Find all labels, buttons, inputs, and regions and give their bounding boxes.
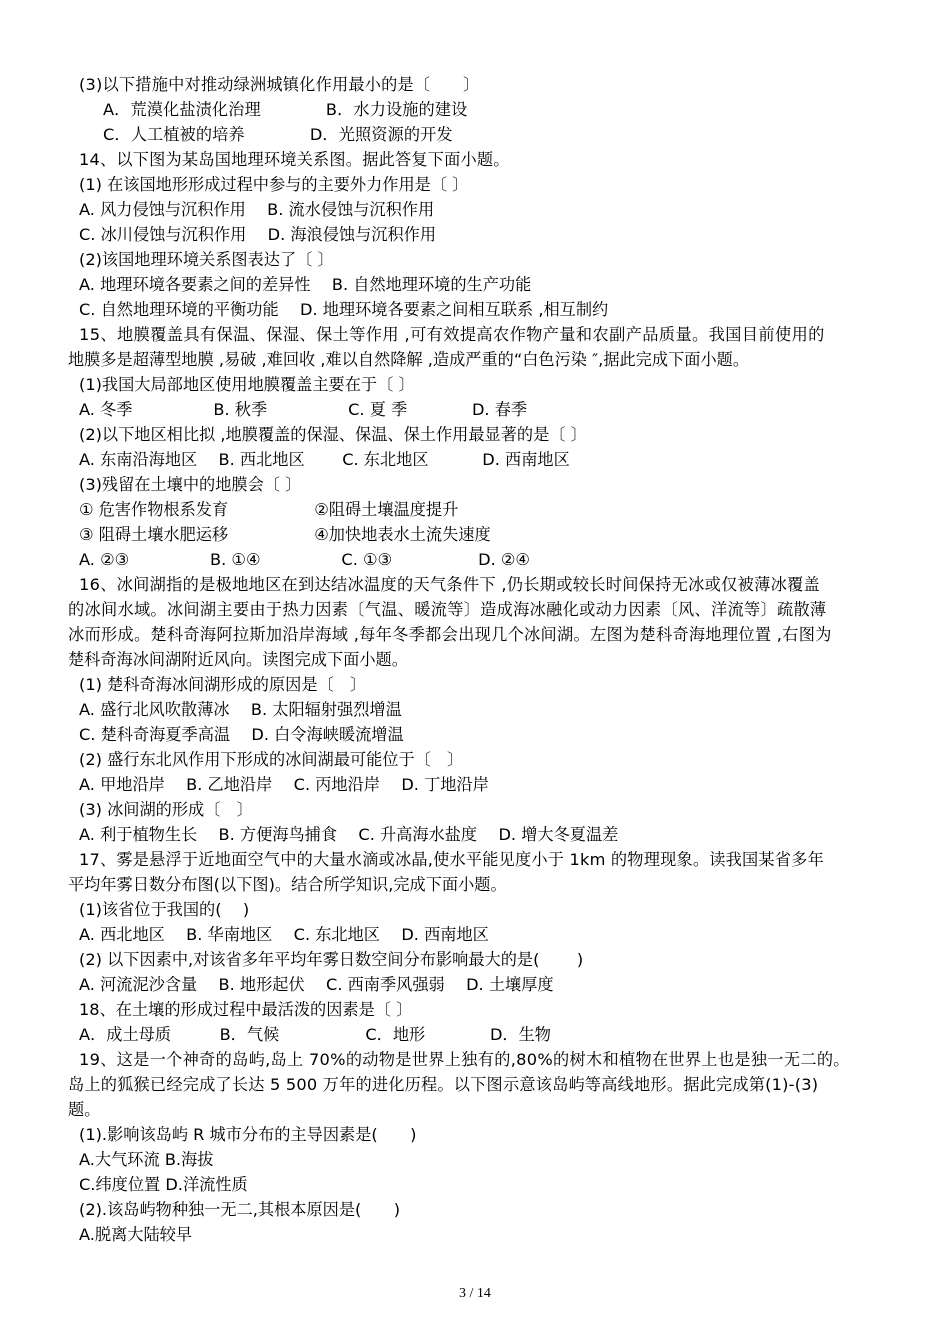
q16-1-question: (1) 楚科奇海冰间湖形成的原因是〔 〕	[79, 675, 367, 694]
q14-1-options-cd: C. 冰川侵蚀与沉积作用 D. 海浪侵蚀与沉积作用	[79, 225, 437, 244]
q13-3-options-ab: A．荒漠化盐渍化治理 B．水力设施的建设	[103, 100, 468, 119]
q14-1-question: (1) 在该国地形形成过程中参与的主要外力作用是〔 〕	[79, 175, 469, 194]
q19-stem-line1: 19、这是一个神奇的岛屿,岛上 70%的动物是世界上独有的,80%的树木和植物在世界上也是独一无二的。	[79, 1050, 850, 1069]
q16-3-options: A. 利于植物生长 B. 方便海鸟捕食 C. 升高海水盐度 D. 增大冬夏温差	[79, 825, 619, 844]
q19-1-options-cd: C.纬度位置 D.洋流性质	[79, 1175, 248, 1194]
page-number: 3 / 14	[459, 1286, 491, 1301]
q15-2-options: A. 东南沿海地区 B. 西北地区 C. 东北地区 D. 西南地区	[79, 450, 570, 469]
q15-stem-line2: 地膜多是超薄型地膜 ,易破 ,难回收 ,难以自然降解 ,造成严重的“白色污染 ″,据此完成下面小题。	[68, 350, 750, 369]
q14-2-options-cd: C. 自然地理环境的平衡功能 D. 地理环境各要素之间相互联系 ,相互制约	[79, 300, 609, 319]
q16-stem-line3: 冰而形成。楚科奇海阿拉斯加沿岸海域 ,每年冬季都会出现几个冰间湖。左图为楚科奇海地理位置 ,右图为	[68, 625, 832, 644]
q16-1-options-cd: C. 楚科奇海夏季高温 D. 白令海峡暖流增温	[79, 725, 404, 744]
q14-stem: 14、以下图为某岛国地理环境关系图。据此答复下面小题。	[79, 150, 510, 169]
q16-2-question: (2) 盛行东北风作用下形成的冰间湖最可能位于〔 〕	[79, 750, 464, 769]
q15-3-options: A. ②③ B. ①④ C. ①③ D. ②④	[79, 550, 530, 569]
q19-1-options-ab: A.大气环流 B.海拔	[79, 1150, 214, 1169]
q19-2-question: (2).该岛屿物种独一无二,其根本原因是( )	[79, 1200, 401, 1219]
q17-stem-line2: 平均年雾日数分布图(以下图)。结合所学知识,完成下面小题。	[68, 875, 507, 894]
q18-question: 18、在土壤的形成过程中最活泼的因素是〔 〕	[79, 1000, 413, 1019]
q16-3-question: (3) 冰间湖的形成〔 〕	[79, 800, 253, 819]
q16-1-options-ab: A. 盛行北风吹散薄冰 B. 太阳辐射强烈增温	[79, 700, 402, 719]
q16-stem-line4: 楚科奇海冰间湖附近风向。读图完成下面小题。	[68, 650, 408, 669]
q16-stem-line1: 16、冰间湖指的是极地地区在到达结冰温度的天气条件下 ,仍长期或较长时间保持无冰或仅被薄冰覆盖	[79, 575, 821, 594]
q15-3-statements-12: ① 危害作物根系发育 ②阻碍土壤温度提升	[79, 500, 459, 519]
q15-1-question: (1)我国大局部地区使用地膜覆盖主要在于〔 〕	[79, 375, 415, 394]
q17-2-question: (2) 以下因素中,对该省多年平均年雾日数空间分布影响最大的是( )	[79, 950, 584, 969]
q18-options: A．成土母质 B．气候 C．地形 D．生物	[79, 1025, 551, 1044]
q13-3-question: (3)以下措施中对推动绿洲城镇化作用最小的是〔 〕	[79, 75, 480, 94]
q17-1-options: A. 西北地区 B. 华南地区 C. 东北地区 D. 西南地区	[79, 925, 489, 944]
q14-2-question: (2)该国地理环境关系图表达了〔 〕	[79, 250, 334, 269]
q15-stem-line1: 15、地膜覆盖具有保温、保湿、保土等作用 ,可有效提高农作物产量和农副产品质量。我国目前使用的	[79, 325, 825, 344]
q19-stem-line2: 岛上的狐猴已经完成了长达 5 500 万年的进化历程。以下图示意该岛屿等高线地形。据此完成第(1)-(3)	[68, 1075, 819, 1094]
q15-1-options: A. 冬季 B. 秋季 C. 夏 季 D. 春季	[79, 400, 528, 419]
q15-3-question: (3)残留在土壤中的地膜会〔 〕	[79, 475, 302, 494]
q17-1-question: (1)该省位于我国的( )	[79, 900, 250, 919]
q19-stem-line3: 题。	[68, 1100, 101, 1119]
q13-3-options-cd: C．人工植被的培养 D．光照资源的开发	[103, 125, 453, 144]
q17-stem-line1: 17、雾是悬浮于近地面空气中的大量水滴或冰晶,使水平能见度小于 1km 的物理现象。读我国某省多年	[79, 850, 824, 869]
q15-2-question: (2)以下地区相比拟 ,地膜覆盖的保湿、保温、保土作用最显著的是〔 〕	[79, 425, 587, 444]
q14-1-options-ab: A. 风力侵蚀与沉积作用 B. 流水侵蚀与沉积作用	[79, 200, 435, 219]
q16-stem-line2: 的冰间水域。冰间湖主要由于热力因素〔气温、暖流等〕造成海冰融化或动力因素〔风、洋流等〕疏散薄	[68, 600, 827, 619]
q17-2-options: A. 河流泥沙含量 B. 地形起伏 C. 西南季风强弱 D. 土壤厚度	[79, 975, 554, 994]
q16-2-options: A. 甲地沿岸 B. 乙地沿岸 C. 丙地沿岸 D. 丁地沿岸	[79, 775, 489, 794]
q19-2-option-a: A.脱离大陆较早	[79, 1225, 193, 1244]
q14-2-options-ab: A. 地理环境各要素之间的差异性 B. 自然地理环境的生产功能	[79, 275, 532, 294]
q19-1-question: (1).影响该岛屿 R 城市分布的主导因素是( )	[79, 1125, 417, 1144]
q15-3-statements-34: ③ 阻碍土壤水肥运移 ④加快地表水土流失速度	[79, 525, 491, 544]
